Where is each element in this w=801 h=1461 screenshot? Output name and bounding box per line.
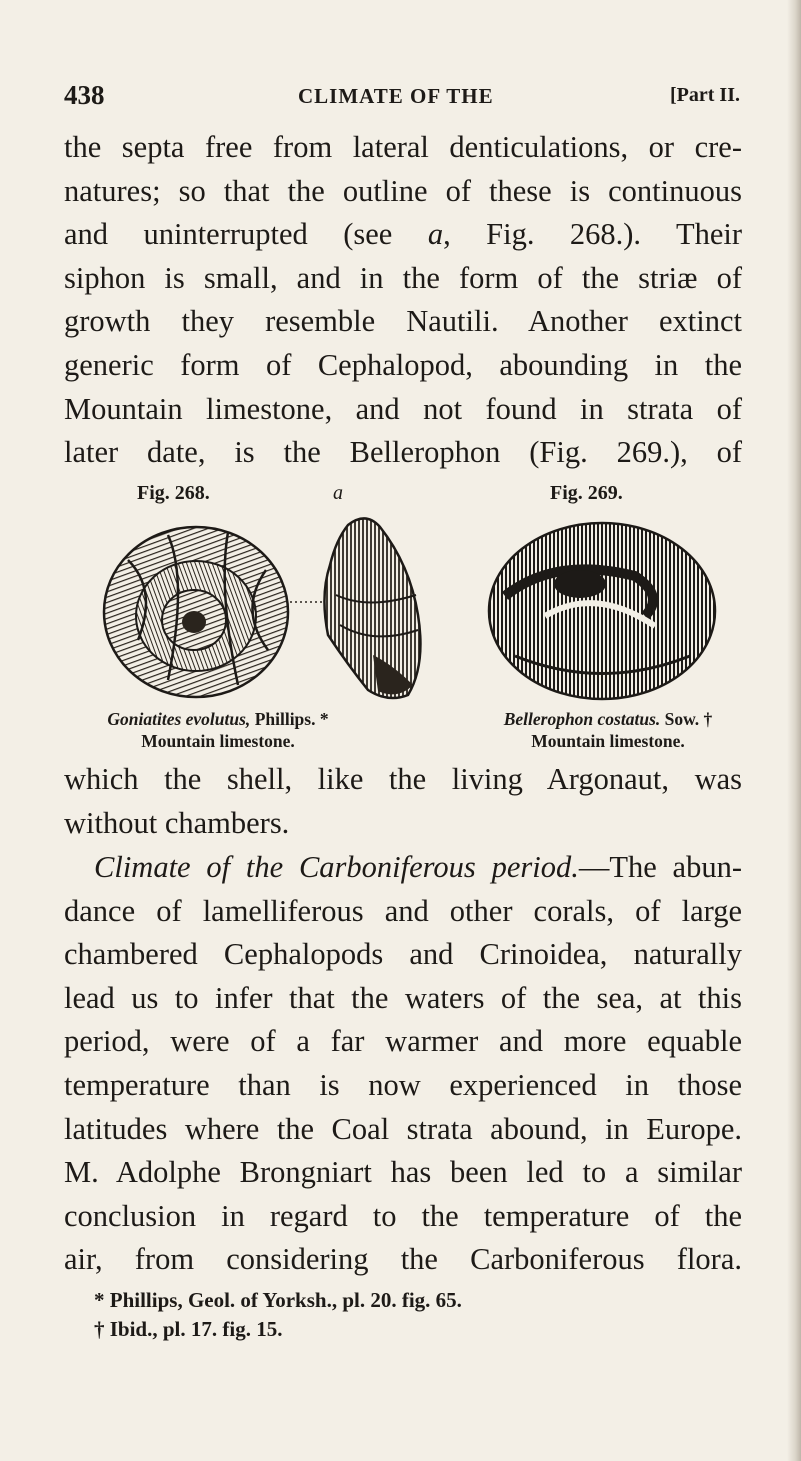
text-line: siphon is small, and in the form of the striæ of	[64, 260, 742, 295]
fig-268-a-marker: a	[333, 482, 343, 504]
text-line: M. Adolphe Brongniart has been led to a similar	[64, 1155, 742, 1190]
goniatites-side-illustration	[98, 520, 294, 702]
text-line: the septa free from lateral denticulations, or cre-	[64, 130, 742, 164]
page-number: 438	[64, 80, 105, 110]
text-line: which the shell, like the living Argonaut, was	[64, 762, 742, 796]
caption-species-name: Goniatites evolutus,	[107, 709, 251, 729]
section-heading-line: Climate of the Carboniferous period.—The abun-	[94, 850, 742, 884]
caption-formation: Mountain limestone.	[141, 731, 295, 751]
caption-author: Phillips. *	[250, 709, 329, 729]
caption-author: Sow. †	[660, 709, 713, 729]
fig-269-caption	[492, 708, 724, 752]
fig-269-label: Fig. 269.	[550, 482, 623, 504]
paragraph-3	[64, 846, 742, 1282]
footnotes	[94, 1286, 462, 1344]
section-heading: Climate of the Carboniferous period.	[94, 850, 579, 884]
fig-268-label: Fig. 268.	[137, 482, 210, 504]
fig-268-caption	[102, 708, 334, 752]
footnote: * Phillips, Geol. of Yorksh., pl. 20. fig. 65.	[94, 1288, 462, 1312]
text-line: Mountain limestone, and not found in strata of	[64, 391, 742, 426]
caption-species-name: Bellerophon costatus.	[503, 709, 661, 729]
text-line: without chambers.	[64, 805, 290, 840]
text-line: growth they resemble Nautili. Another extinct	[64, 304, 742, 339]
caption-formation: Mountain limestone.	[531, 731, 685, 751]
part-label: [Part II.	[670, 84, 740, 106]
text-line: generic form of Cephalopod, abounding in the	[64, 347, 742, 382]
text-line: air, from considering the Carboniferous flora.	[64, 1242, 742, 1277]
text-line: dance of lamelliferous and other corals, of large	[64, 893, 742, 928]
paragraph-2	[64, 758, 742, 845]
text-line: temperature than is now experienced in those	[64, 1067, 742, 1102]
goniatites-front-illustration	[318, 515, 430, 705]
footnote: † Ibid., pl. 17. fig. 15.	[94, 1317, 283, 1341]
running-head-title: CLIMATE OF THE	[298, 84, 494, 108]
text-line: later date, is the Bellerophon (Fig. 269.), of	[64, 435, 742, 470]
text-line: conclusion in regard to the temperature of the	[64, 1198, 742, 1233]
text-line: and uninterrupted (see a, Fig. 268.). Their	[64, 217, 743, 252]
page-edge-shadow	[787, 0, 801, 1461]
running-header	[64, 80, 740, 120]
text-line: chambered Cephalopods and Crinoidea, naturally	[64, 937, 742, 972]
bellerophon-illustration	[485, 516, 719, 706]
paragraph-1	[64, 126, 742, 475]
text-line: latitudes where the Coal strata abound, in Europe.	[64, 1111, 742, 1146]
text-line: natures; so that the outline of these is continuous	[64, 173, 742, 208]
text-line: period, were of a far warmer and more equable	[64, 1024, 742, 1059]
text-line: lead us to infer that the waters of the sea, at this	[64, 980, 742, 1015]
